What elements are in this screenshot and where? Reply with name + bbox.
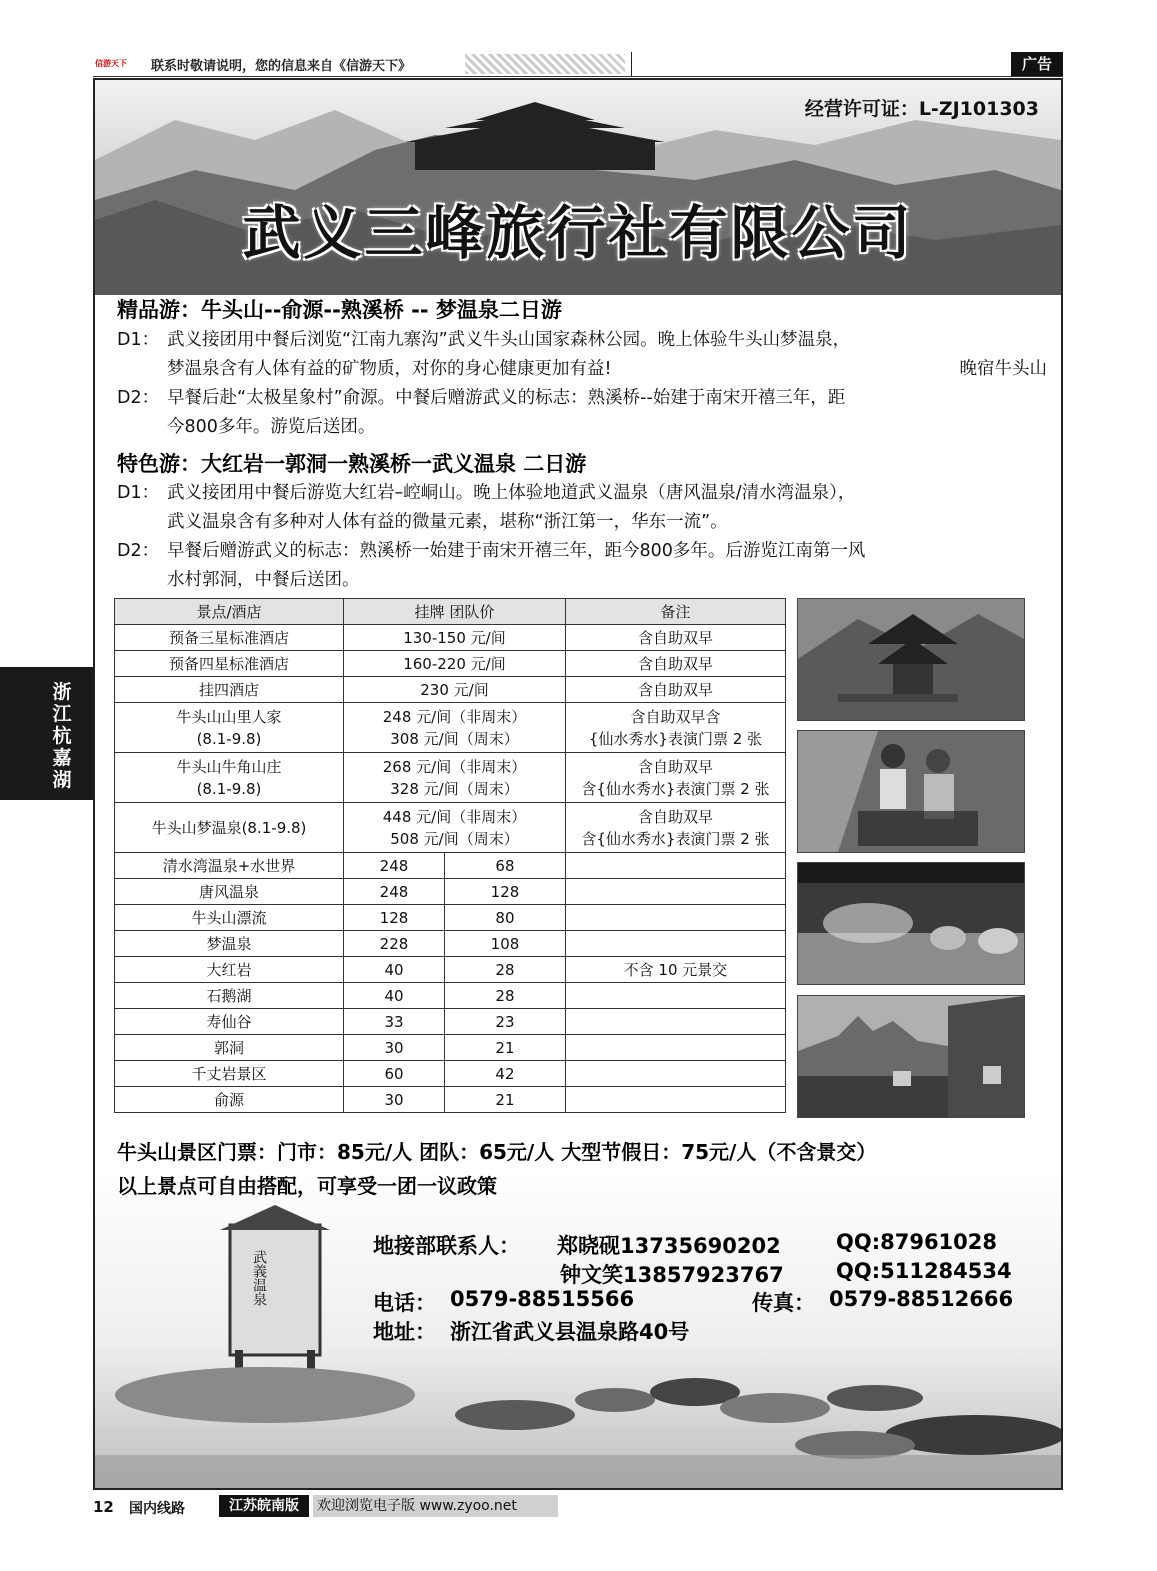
cell: 含自助双早 xyxy=(565,677,785,703)
cell: 清水湾温泉+水世界 xyxy=(115,853,344,879)
cell: 挂四酒店 xyxy=(115,677,344,703)
tour1-day1-cont xyxy=(117,355,1047,384)
contact-qq-1: QQ:87961028 xyxy=(836,1230,997,1254)
cell: 108 xyxy=(445,931,566,957)
tour1-title: 精品游：牛头山--俞源--熟溪桥 -- 梦温泉二日游 xyxy=(117,298,562,322)
table-row xyxy=(115,677,786,703)
cell-line: 508 元/间（周末） xyxy=(390,829,519,848)
cell-line: 含自助双早 xyxy=(637,807,713,826)
cell: 牛头山梦温泉(8.1-9.8) xyxy=(115,803,344,853)
cell: 128 xyxy=(445,879,566,905)
address: 浙江省武义县温泉路40号 xyxy=(450,1320,690,1344)
cell: 230 元/间 xyxy=(344,677,566,703)
cell-line: 含自助双早 xyxy=(637,757,713,776)
cell: 130-150 元/间 xyxy=(344,625,566,651)
table-row xyxy=(115,1035,786,1061)
cell: 128 xyxy=(344,905,445,931)
cell xyxy=(344,703,566,753)
table-row xyxy=(115,879,786,905)
table-row xyxy=(115,651,786,677)
overnight-note: 晚宿牛头山 xyxy=(959,359,1047,379)
price-table xyxy=(114,598,786,1113)
cell: 30 xyxy=(344,1087,445,1113)
cell-line: 含自助双早含 xyxy=(630,707,721,726)
cell: 预备四星标准酒店 xyxy=(115,651,344,677)
cell: 248 xyxy=(344,879,445,905)
cell-line: 含{仙水秀水}表演门票 2 张 xyxy=(581,779,770,798)
cell: 28 xyxy=(445,983,566,1009)
contact-label: 地接部联系人： xyxy=(373,1234,520,1258)
cell: 大红岩 xyxy=(115,957,344,983)
cell xyxy=(565,1087,785,1113)
table-row xyxy=(115,957,786,983)
cell: 228 xyxy=(344,931,445,957)
cell: 33 xyxy=(344,1009,445,1035)
cell xyxy=(565,853,785,879)
table-row xyxy=(115,931,786,957)
cell: 80 xyxy=(445,905,566,931)
cell xyxy=(344,803,566,853)
page-footer xyxy=(93,1495,1063,1519)
cell-line: 448 元/间（非周末） xyxy=(382,807,527,826)
business-license: 经营许可证：L-ZJ101303 xyxy=(804,98,1039,120)
table-row xyxy=(115,753,786,803)
cell xyxy=(565,703,785,753)
cell xyxy=(565,931,785,957)
cell: 40 xyxy=(344,983,445,1009)
cell xyxy=(565,753,785,803)
phone-number: 0579-88515566 xyxy=(450,1287,635,1311)
cell-line: 248 元/间（非周末） xyxy=(382,707,527,726)
tour1-day1 xyxy=(117,326,1047,355)
day-label: D2： xyxy=(117,388,160,408)
header-banner xyxy=(95,80,1061,295)
header-cell: 备注 xyxy=(565,599,785,625)
cell xyxy=(565,879,785,905)
cell xyxy=(115,753,344,803)
tour2-day2 xyxy=(117,537,1047,566)
contact-person-2: 钟文笑13857923767 xyxy=(560,1263,784,1287)
cell-line: (8.1-9.8) xyxy=(196,729,262,748)
cell: 千丈岩景区 xyxy=(115,1061,344,1087)
tour2-title: 特色游：大红岩一郭洞一熟溪桥一武义温泉 二日游 xyxy=(117,452,587,476)
source-note: 联系时敬请说明，您的信息来自《信游天下》 xyxy=(151,59,412,74)
table-row xyxy=(115,853,786,879)
cell: 248 xyxy=(344,853,445,879)
footer-section: 国内线路 xyxy=(129,1501,185,1517)
cell-line: 牛头山牛角山庄 xyxy=(176,757,282,776)
cell: 23 xyxy=(445,1009,566,1035)
contact-person-1: 郑晓砚13735690202 xyxy=(557,1234,781,1258)
cell: 不含 10 元景交 xyxy=(565,957,785,983)
publication-logo: 信游天下 xyxy=(95,59,127,68)
cell-line: (8.1-9.8) xyxy=(196,779,262,798)
cell-line: {仙水秀水}表演门票 2 张 xyxy=(588,729,763,748)
fax-label: 传真： xyxy=(752,1291,815,1315)
table-row xyxy=(115,803,786,853)
address-label: 地址： xyxy=(373,1320,436,1344)
decorative-pattern xyxy=(465,54,625,74)
footer-website[interactable]: 欢迎浏览电子版 www.zyoo.net xyxy=(313,1495,558,1517)
table-row xyxy=(115,625,786,651)
cell: 牛头山漂流 xyxy=(115,905,344,931)
cell xyxy=(565,905,785,931)
tour2-day1-cont: 武义温泉含有多种对人体有益的微量元素，堪称“浙江第一，华东一流”。 xyxy=(167,512,728,532)
cell: 梦温泉 xyxy=(115,931,344,957)
table-row xyxy=(115,905,786,931)
day-text: 武义接团用中餐后浏览“江南九寨沟”武义牛头山国家森林公园。晚上体验牛头山梦温泉， xyxy=(167,330,851,350)
ad-label: 广告 xyxy=(1011,52,1063,76)
cell xyxy=(565,803,785,853)
fax-number: 0579-88512666 xyxy=(829,1287,1014,1311)
tour1-day2-cont: 今800多年。游览后送团。 xyxy=(167,417,376,437)
cell-line: 含{仙水秀水}表演门票 2 张 xyxy=(581,829,770,848)
cell: 28 xyxy=(445,957,566,983)
top-bar xyxy=(93,52,1063,77)
day-text: 早餐后赴“太极星象村”俞源。中餐后赠游武义的标志：熟溪桥--始建于南宋开禧三年，距 xyxy=(167,388,846,408)
pavilion-photo xyxy=(797,598,1025,721)
region-label: 浙江杭嘉湖 xyxy=(52,681,72,791)
cell: 含自助双早 xyxy=(565,625,785,651)
cell: 40 xyxy=(344,957,445,983)
sign-text: 武義温泉 xyxy=(251,1250,267,1306)
tour2-day1 xyxy=(117,479,1047,508)
cell: 42 xyxy=(445,1061,566,1087)
header-cell: 挂牌 团队价 xyxy=(344,599,566,625)
table-header-row xyxy=(115,599,786,625)
day-label: D2： xyxy=(117,541,160,561)
cell xyxy=(565,1009,785,1035)
cell: 寿仙谷 xyxy=(115,1009,344,1035)
tourists-photo xyxy=(797,730,1025,853)
page-number: 12 xyxy=(93,1498,114,1516)
day-label: D1： xyxy=(117,330,160,350)
cell: 68 xyxy=(445,853,566,879)
policy-note: 以上景点可自由搭配，可享受一团一议政策 xyxy=(117,1174,497,1198)
table-row xyxy=(115,983,786,1009)
day-label: D1： xyxy=(117,483,160,503)
temple-icon xyxy=(405,102,665,170)
tour2-day2-cont: 水村郭洞，中餐后送团。 xyxy=(167,570,360,590)
cell-line: 328 元/间（周末） xyxy=(390,779,519,798)
phone-label: 电话： xyxy=(373,1291,436,1315)
cell: 含自助双早 xyxy=(565,651,785,677)
cell: 石鹅湖 xyxy=(115,983,344,1009)
table-row xyxy=(115,1009,786,1035)
hot-spring-photo xyxy=(797,862,1025,985)
cell-line: 308 元/间（周末） xyxy=(390,729,519,748)
company-name: 武义三峰旅行社有限公司 xyxy=(242,199,914,267)
cell: 30 xyxy=(344,1035,445,1061)
cell: 21 xyxy=(445,1035,566,1061)
tour2-itinerary xyxy=(117,479,1047,595)
cell: 21 xyxy=(445,1087,566,1113)
cell: 唐风温泉 xyxy=(115,879,344,905)
tour1-day2 xyxy=(117,384,1047,413)
ticket-prices: 牛头山景区门票：门市：85元/人 团队：65元/人 大型节假日：75元/人（不含景交） xyxy=(117,1140,877,1164)
cell: 郭洞 xyxy=(115,1035,344,1061)
resort-pool-photo xyxy=(797,995,1025,1118)
day-text: 武义接团用中餐后游览大红岩–崆峒山。晚上体验地道武义温泉（唐风温泉/清水湾温泉）， xyxy=(167,483,856,503)
cell xyxy=(565,1061,785,1087)
contact-qq-2: QQ:511284534 xyxy=(836,1259,1012,1283)
day-text: 梦温泉含有人体有益的矿物质，对你的身心健康更加有益! xyxy=(167,359,612,379)
header-cell: 景点/酒店 xyxy=(115,599,344,625)
table-row xyxy=(115,1061,786,1087)
cell xyxy=(344,753,566,803)
cell-line: 268 元/间（非周末） xyxy=(382,757,527,776)
table-row xyxy=(115,1087,786,1113)
tour1-itinerary xyxy=(117,326,1047,442)
region-side-tab xyxy=(0,667,93,800)
cell xyxy=(565,983,785,1009)
day-text: 早餐后赠游武义的标志：熟溪桥一始建于南宋开禧三年，距今800多年。后游览江南第一风 xyxy=(167,541,866,561)
table-row xyxy=(115,703,786,753)
cell xyxy=(115,703,344,753)
cell xyxy=(565,1035,785,1061)
cell: 160-220 元/间 xyxy=(344,651,566,677)
footer-region: 江苏皖南版 xyxy=(219,1495,309,1517)
cell: 俞源 xyxy=(115,1087,344,1113)
divider xyxy=(631,52,632,76)
cell: 60 xyxy=(344,1061,445,1087)
cell: 预备三星标准酒店 xyxy=(115,625,344,651)
cell-line: 牛头山山里人家 xyxy=(176,707,282,726)
